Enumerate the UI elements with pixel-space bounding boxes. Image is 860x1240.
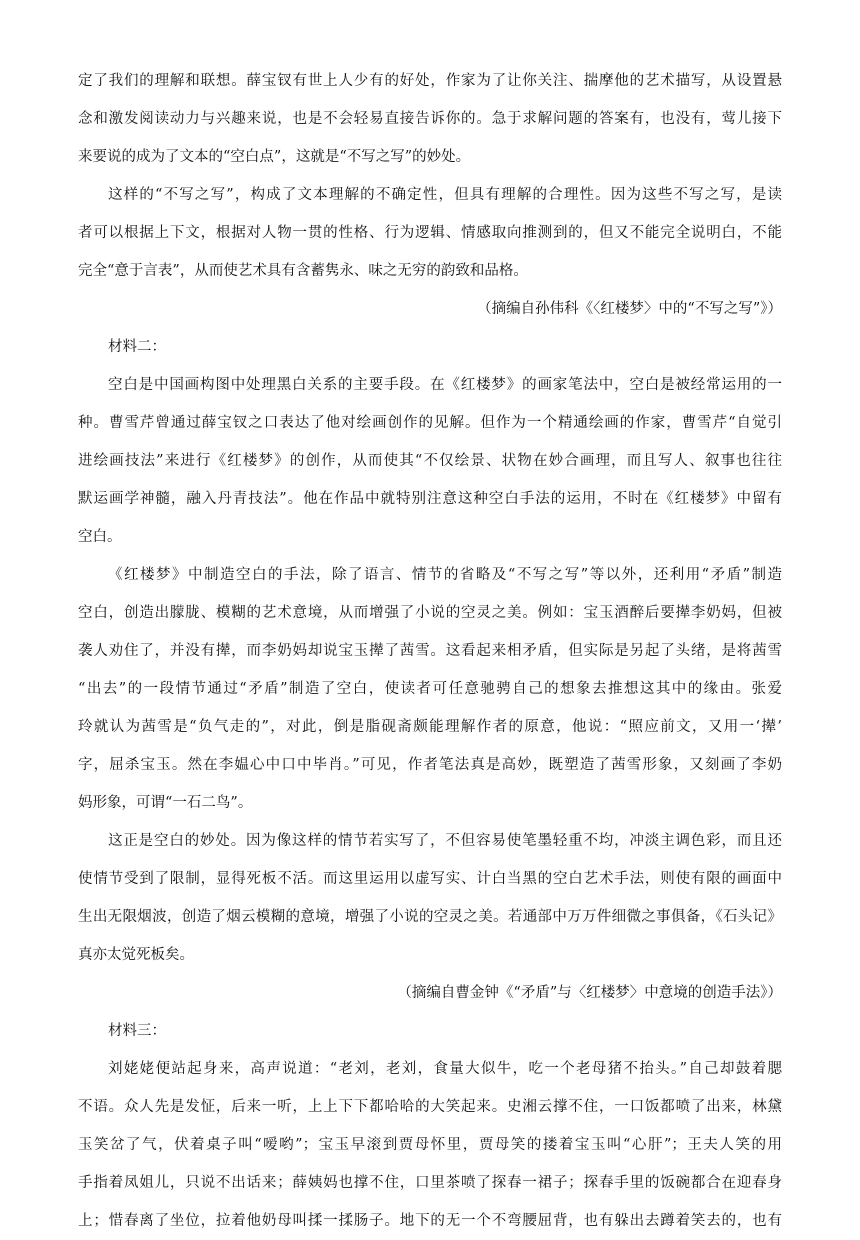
- text-line: 玉笑岔了气，伏着桌子叫“嗳哟”；宝玉早滚到贾母怀里，贾母笑的搂着宝玉叫“心肝”；王夫人笑的用: [78, 1137, 782, 1153]
- source-citation: （摘编自孙伟科《〈红楼梦〉中的“不写之写”》）: [477, 301, 782, 317]
- text-line: 完全“意于言表”，从而使艺术具有含蓄隽永、味之无穷的韵致和品格。: [78, 263, 528, 279]
- text-line: 真亦太觉死板矣。: [78, 947, 194, 963]
- text-line: 来要说的成为了文本的“空白点”，这就是“不写之写”的妙处。: [78, 149, 471, 165]
- text-line: 种。曹雪芹曾通过薛宝钗之口表达了他对绘画创作的见解。但作为一个精通绘画的作家，曹雪芹“自觉引: [78, 415, 782, 431]
- text-line: 上；惜春离了坐位，拉着他奶母叫揉一揉肠子。地下的无一个不弯腰屈背，也有躲出去蹲着笑去的，也有: [78, 1213, 782, 1229]
- text-line: “出去”的一段情节通过“矛盾”制造了空白，使读者可任意驰骋自己的想象去推想这其中的缘由。张爱: [78, 681, 782, 697]
- text-line: 这正是空白的妙处。因为像这样的情节若实写了，不但容易使笔墨轻重不均，冲淡主调色彩，而且还: [108, 833, 782, 849]
- text-line: 字，屈杀宝玉。然在李媪心中口中毕肖。”可见，作者笔法真是高妙，既塑造了茜雪形象，又刻画了李奶: [78, 757, 782, 773]
- text-line: 定了我们的理解和联想。薛宝钗有世上人少有的好处，作家为了让你关注、揣摩他的艺术描写，从设置悬: [78, 73, 782, 89]
- text-line: 空白，创造出朦胧、模糊的艺术意境，从而增强了小说的空灵之美。例如：宝玉酒醉后要撵李奶妈，但被: [78, 605, 782, 621]
- section-heading: 材料三：: [108, 1023, 166, 1039]
- text-line: 《红楼梦》中制造空白的手法，除了语言、情节的省略及“不写之写”等以外，还利用“矛盾”制造: [108, 567, 782, 583]
- text-line: 手指着凤姐儿，只说不出话来；薛姨妈也撑不住，口里茶喷了探春一裙子；探春手里的饭碗都合在迎春身: [78, 1175, 782, 1191]
- section-heading: 材料二：: [108, 339, 166, 355]
- text-line: 袭人劝住了，并没有撵，而李奶妈却说宝玉撵了茜雪。这看起来相矛盾，但实际是另起了头绪，是将茜雪: [78, 643, 782, 659]
- text-line: 不语。众人先是发怔，后来一听，上上下下都哈哈的大笑起来。史湘云撑不住，一口饭都喷了出来，林黛: [78, 1099, 782, 1115]
- text-line: 者可以根据上下文，根据对人物一贯的性格、行为逻辑、情感取向推测到的，但又不能完全说明白，不能: [78, 225, 782, 241]
- text-line: 刘姥姥便站起身来，高声说道：“老刘，老刘，食量大似牛，吃一个老母猪不抬头。”自己却鼓着腮: [108, 1061, 782, 1077]
- text-line: 妈形象，可谓“一石二鸟”。: [78, 795, 253, 811]
- text-line: 使情节受到了限制，显得死板不活。而这里运用以虚写实、计白当黑的空白艺术手法，则使有限的画面中: [78, 871, 782, 887]
- text-line: 念和激发阅读动力与兴趣来说，也是不会轻易直接告诉你的。急于求解问题的答案有，也没有，莺儿接下: [78, 111, 782, 127]
- source-citation: （摘编自曹金钟《“矛盾”与〈红楼梦〉中意境的创造手法》）: [397, 985, 782, 1001]
- text-line: 进绘画技法”来进行《红楼梦》的创作，从而使其“不仅绘景、状物在妙合画理，而且写人、叙事也往往: [78, 453, 782, 469]
- text-line: 空白是中国画构图中处理黑白关系的主要手段。在《红楼梦》的画家笔法中，空白是被经常运用的一: [108, 377, 782, 393]
- text-line: 空白。: [78, 529, 122, 545]
- text-line: 默运画学神髓，融入丹青技法”。他在作品中就特别注意这种空白手法的运用，不时在《红楼梦》中留有: [78, 491, 782, 507]
- text-line: 生出无限烟波，创造了烟云模糊的意境，增强了小说的空灵之美。若通部中万万件细微之事俱备，《石头记》: [78, 909, 782, 925]
- text-line: 玲就认为茜雪是“负气走的”，对此，倒是脂砚斋颇能理解作者的原意，他说：“照应前文，又用一‘撵’: [78, 719, 782, 735]
- text-line: 这样的“不写之写”，构成了文本理解的不确定性，但具有理解的合理性。因为这些不写之写，是读: [108, 187, 782, 203]
- document-body: [78, 62, 782, 1240]
